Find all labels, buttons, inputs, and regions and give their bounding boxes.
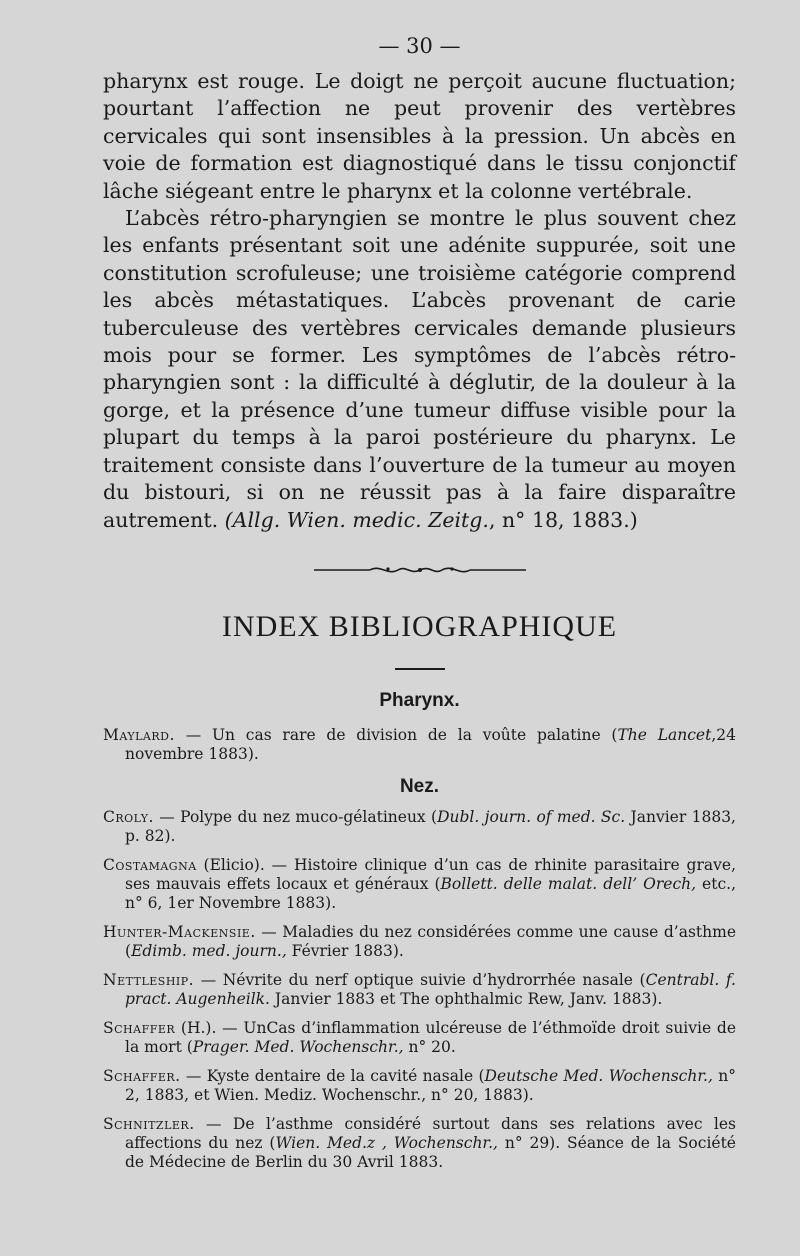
- entry-tail: n° 20.: [403, 1037, 456, 1056]
- entry-author: Schaffer: [103, 1018, 176, 1037]
- paragraph-2: [103, 205, 736, 534]
- pharynx-entries: [103, 726, 736, 764]
- paragraph-2-text: L’abcès rétro-pharyngien se montre le plus souvent chez les enfants présentant soit une adénite suppurée, soit une constitution scrofuleuse; une troisième catégorie comprend les abcès métastatiques. L’abcès provenant de carie tuberculeuse des vertèbres cervicales demande plusieurs mois pour se former. Les symptômes de l’abcès rétro-pharyngien sont : la difficulté à déglutir, de la douleur à la gorge, et la présence d’une tumeur diffuse visible pour la plupart du temps à la paroi postérieure du pharynx. Le traitement consiste dans l’ouverture de la tumeur au moyen du bistouri, si on ne réussit pas à la faire disparaître autrement.: [103, 206, 736, 532]
- bibliography-entry: [103, 856, 736, 913]
- entry-author: Maylard.: [103, 725, 175, 744]
- nez-entries: [103, 808, 736, 1172]
- entry-text: — Kyste dentaire de la cavité nasale (: [180, 1066, 485, 1085]
- entry-text: — De l’asthme considéré surtout dans ses relations avec les affections du nez (: [125, 1114, 736, 1152]
- paragraph-2-end: , n° 18, 1883.): [488, 507, 638, 532]
- entry-author: Croly.: [103, 807, 154, 826]
- entry-tail: Février 1883).: [286, 941, 404, 960]
- entry-author: Schaffer.: [103, 1066, 181, 1085]
- entry-text: — Maladies du nez considérées comme une cause d’asthme (: [125, 922, 736, 960]
- entry-citation: Dubl. journ. of med. Sc.: [437, 807, 626, 826]
- entry-tail: n° 29). Séance de la Société de Médecine de Berlin du 30 Avril 1883.: [125, 1133, 736, 1171]
- entry-text: (Elicio). — Histoire clinique d’un cas de rhinite parasitaire grave, ses mauvais effets locaux et généraux (: [125, 855, 736, 893]
- entry-citation: Prager. Med. Wochenschr.,: [192, 1037, 404, 1056]
- ornament-divider-icon: [310, 560, 530, 580]
- entry-text: — Un cas rare de division de la voûte palatine (: [174, 725, 618, 744]
- paragraph-2-citation: (Allg. Wien. medic. Zeitg.: [224, 507, 489, 532]
- bibliography-entry: [103, 808, 736, 846]
- body-text: [103, 68, 736, 534]
- section-heading-pharynx: Pharynx.: [379, 689, 460, 711]
- page-number: — 30 —: [378, 34, 461, 58]
- entry-text: (H.). — UnCas d’inflammation ulcéreuse de l’éthmoïde droit suivie de la mort (: [125, 1018, 736, 1056]
- paragraph-1: pharynx est rouge. Le doigt ne perçoit aucune fluctuation; pourtant l’affection ne peut provenir des vertèbres cervicales qui sont insensibles à la pression. Un abcès en voie de formation est diagnostiqué dans le tissu conjonctif lâche siégeant entre le pharynx et la colonne vertébrale.: [103, 69, 736, 203]
- entry-tail: ,24 novembre 1883).: [125, 725, 736, 763]
- entry-citation: Deutsche Med. Wochenschr.,: [484, 1066, 713, 1085]
- entry-author: Schnitzler.: [103, 1114, 195, 1133]
- entry-tail: etc., n° 6, 1er Novembre 1883).: [125, 874, 736, 912]
- entry-tail: Janvier 1883, p. 82).: [125, 807, 736, 845]
- bibliography-entry: [103, 1019, 736, 1057]
- entry-tail: Janvier 1883 et The ophthalmic Rew, Janv. 1883).: [269, 989, 663, 1008]
- entry-text: — Polype du nez muco-gélatineux (: [153, 807, 438, 826]
- entry-tail: n° 2, 1883, et Wien. Mediz. Wochenschr., n° 20, 1883).: [125, 1066, 736, 1104]
- entry-citation: Centrabl. f. pract. Augenheilk.: [125, 970, 736, 1008]
- entry-author: Nettleship.: [103, 970, 195, 989]
- bibliography-entry: [103, 971, 736, 1009]
- section-heading-nez: Nez.: [399, 775, 440, 797]
- bibliography-entry: [103, 923, 736, 961]
- entry-citation: Bollett. delle malat. dell’ Orech,: [440, 874, 697, 893]
- entry-citation: Edimb. med. journ.,: [131, 941, 287, 960]
- entry-author: Costamagna: [103, 855, 197, 874]
- index-title: INDEX BIBLIOGRAPHIQUE: [221, 609, 618, 643]
- title-rule: [395, 668, 445, 670]
- bibliography-entry: [103, 1067, 736, 1105]
- bibliography-entry: [103, 726, 736, 764]
- entry-citation: The Lancet: [617, 725, 712, 744]
- bibliography-entry: [103, 1115, 736, 1172]
- entry-text: — Névrite du nerf optique suivie d’hydrorrhée nasale (: [194, 970, 646, 989]
- entry-author: Hunter-Mackensie.: [103, 922, 256, 941]
- entry-citation: Wien. Med.z , Wochenschr.,: [275, 1133, 498, 1152]
